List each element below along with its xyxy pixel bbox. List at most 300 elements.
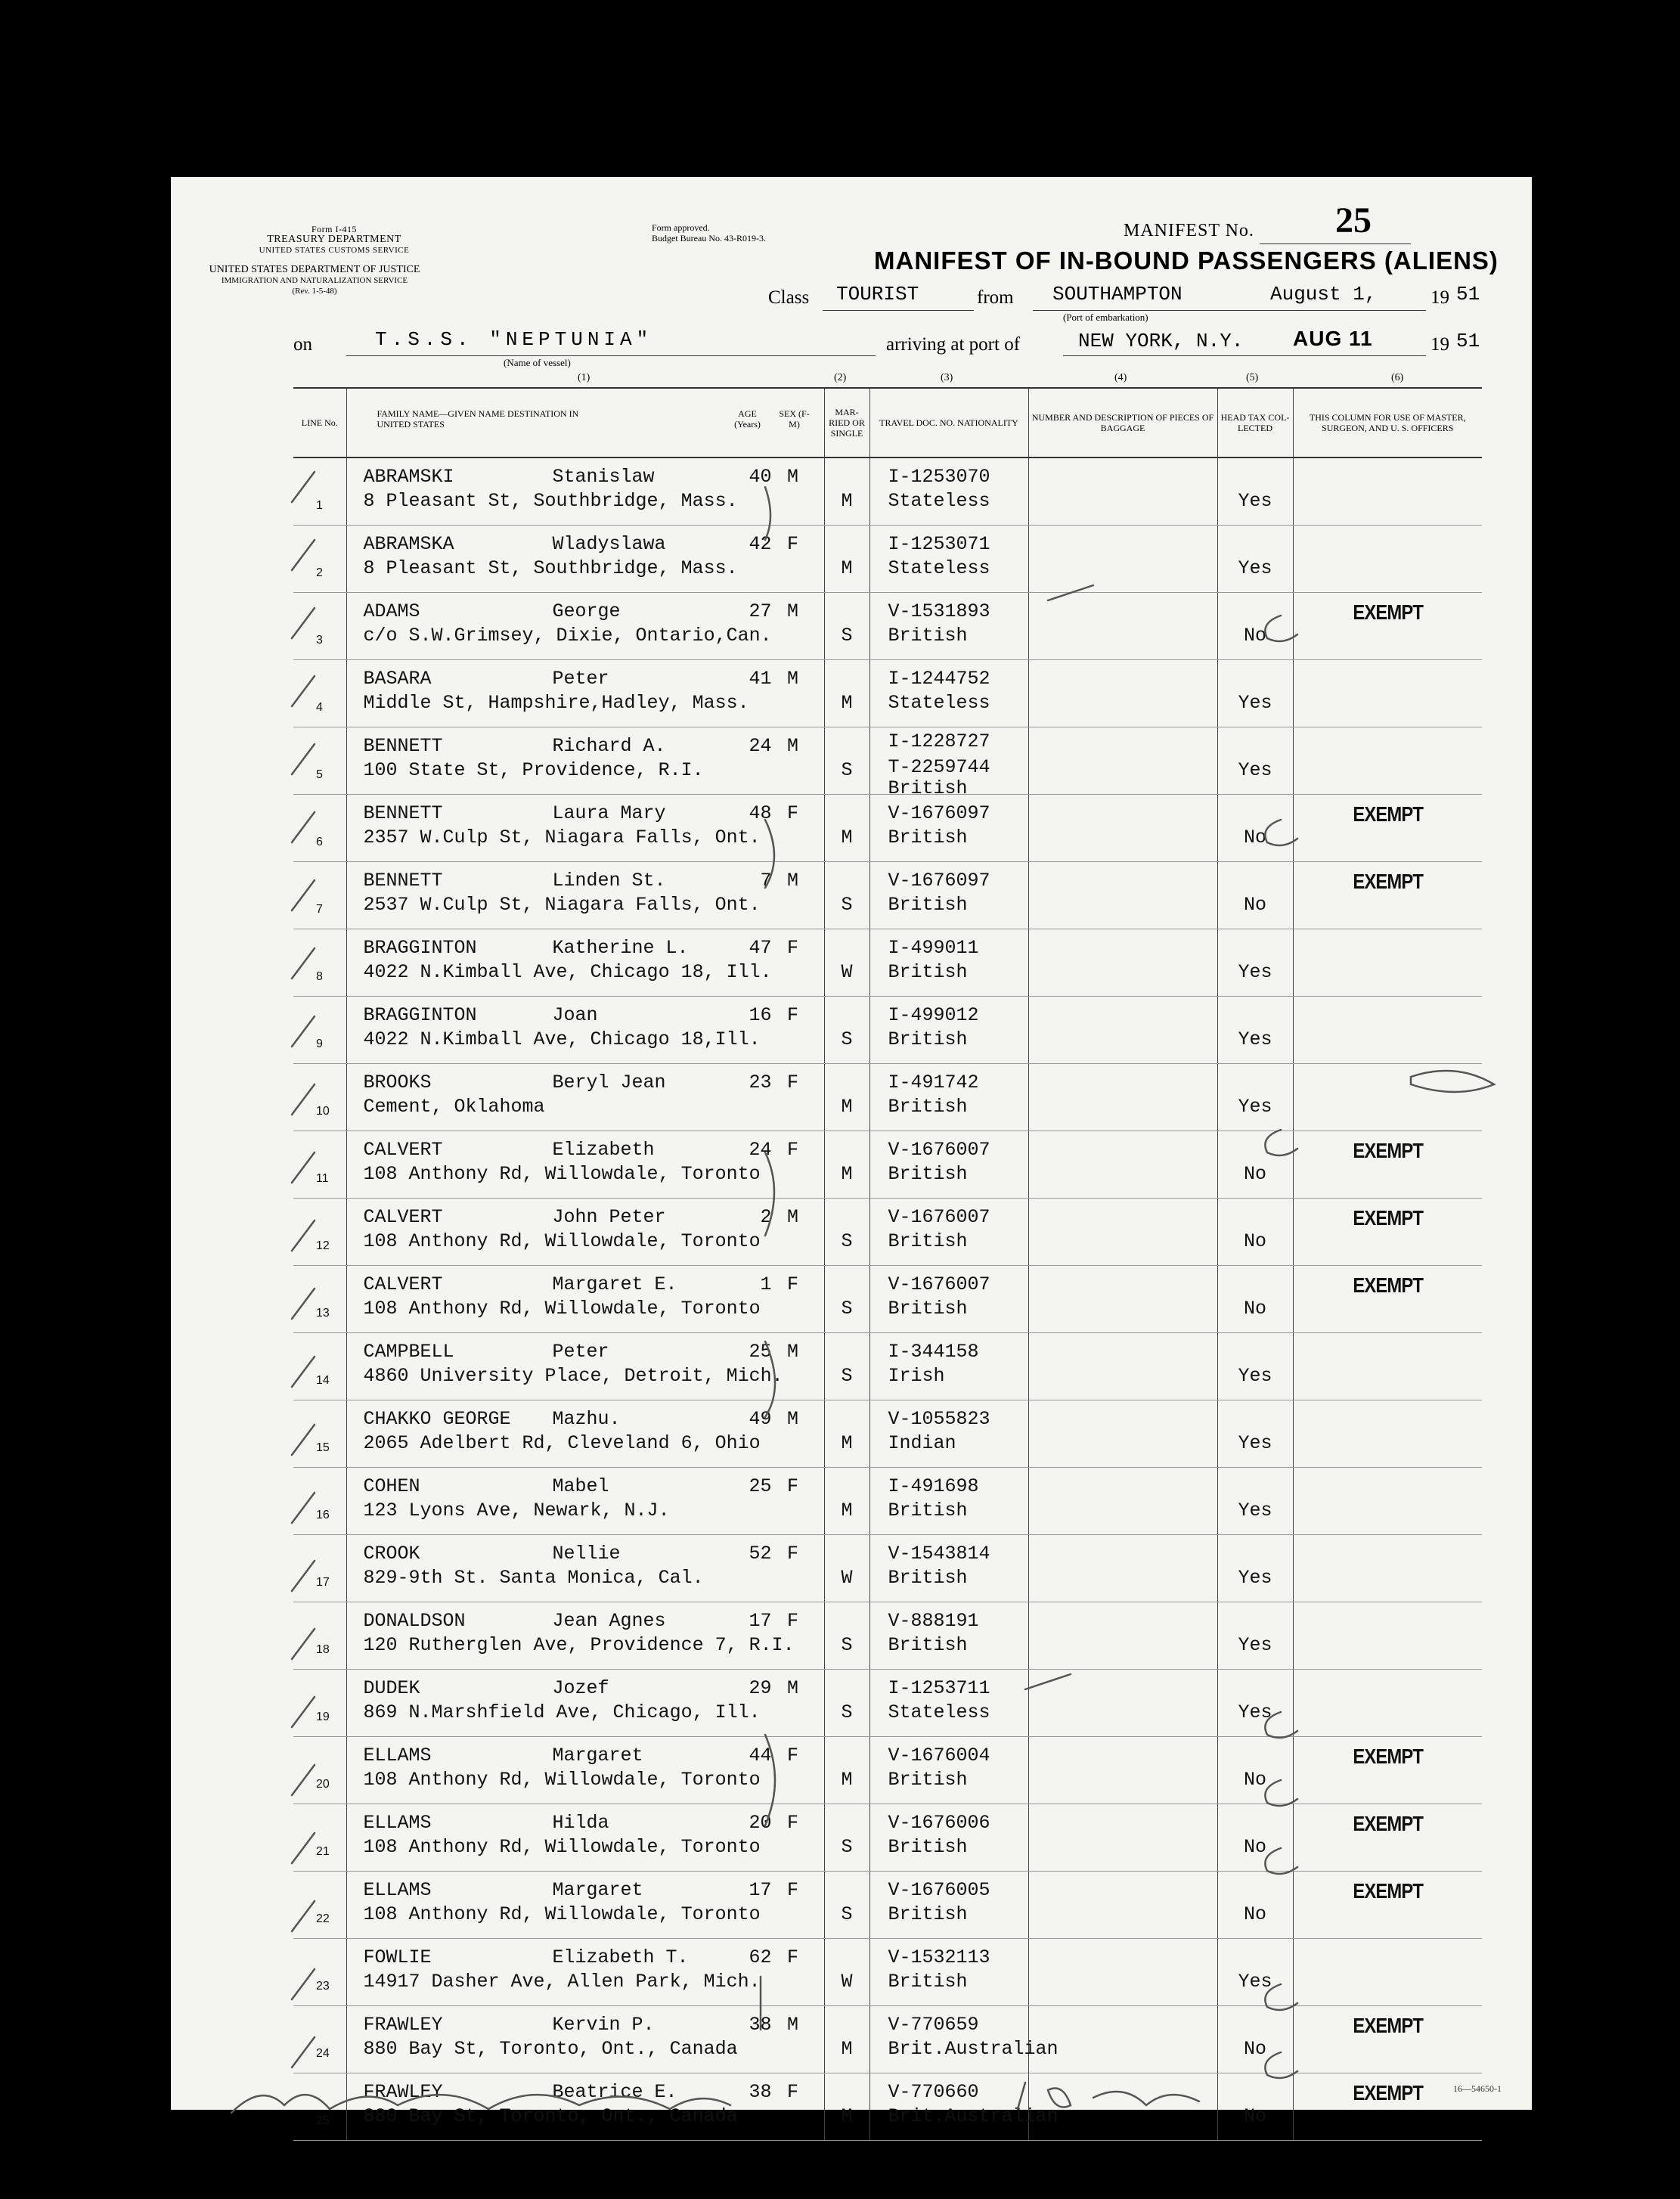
- table-row: [293, 457, 1482, 525]
- marital-cell: [824, 592, 869, 659]
- travel-cell: [869, 1063, 1028, 1131]
- header-travel: TRAVEL DOC. NO. NATIONALITY: [869, 388, 1028, 457]
- marital-cell: [824, 1063, 869, 1131]
- line-number-cell: [293, 1871, 346, 1938]
- travel-doc: V-1055823: [888, 1407, 990, 1430]
- header-headtax: HEAD TAX COL-LECTED: [1217, 388, 1293, 457]
- age: 62: [749, 1946, 772, 1968]
- nationality: Stateless: [888, 691, 990, 714]
- line-number-cell: [293, 592, 346, 659]
- travel-doc: V-1676006: [888, 1811, 990, 1834]
- sex: F: [786, 1946, 798, 1968]
- vessel-caption: (Name of vessel): [504, 357, 571, 368]
- head-tax: Yes: [1238, 960, 1272, 983]
- port-underline: [1063, 355, 1426, 356]
- travel-cell: [869, 659, 1028, 727]
- nationality: British: [888, 826, 968, 848]
- given-name: Beryl Jean: [552, 1071, 666, 1093]
- marital-cell: [824, 1265, 869, 1332]
- name-cell: [346, 1131, 824, 1198]
- family-name: ADAMS: [363, 600, 420, 622]
- treasury-label: TREASURY DEPARTMENT: [267, 234, 401, 245]
- headtax-cell: [1217, 1669, 1293, 1736]
- marital-status: S: [841, 1028, 853, 1050]
- line-number-cell: [293, 929, 346, 996]
- line-number: 14: [316, 1373, 330, 1387]
- column-number: (2): [834, 372, 847, 383]
- baggage-cell: [1028, 996, 1217, 1063]
- headtax-cell: [1217, 1602, 1293, 1669]
- line-number-cell: [293, 996, 346, 1063]
- on-label: on: [293, 334, 312, 355]
- nationality: British: [888, 1768, 968, 1791]
- headtax-cell: [1217, 1467, 1293, 1534]
- marital-status: M: [841, 2104, 853, 2127]
- column-number: (3): [941, 372, 953, 383]
- travel-cell: [869, 1467, 1028, 1534]
- nationality: British: [888, 1230, 968, 1252]
- table-row: [293, 1871, 1482, 1938]
- name-cell: [346, 457, 824, 525]
- from-underline: [1033, 310, 1263, 311]
- marital-cell: [824, 1871, 869, 1938]
- marital-status: S: [841, 624, 853, 647]
- officer-note: EXEMPT: [1352, 2080, 1423, 2104]
- marital-status: M: [841, 557, 853, 579]
- table-row: [293, 1602, 1482, 1669]
- destination: 880 Bay St, Toronto, Ont., Canada: [363, 2037, 738, 2060]
- officer-note: EXEMPT: [1352, 600, 1423, 624]
- given-name: Mazhu.: [552, 1407, 621, 1430]
- head-tax: Yes: [1238, 1364, 1272, 1387]
- marital-cell: [824, 2073, 869, 2140]
- name-cell: [346, 861, 824, 929]
- sex: F: [786, 1003, 798, 1026]
- headtax-cell: [1217, 1332, 1293, 1400]
- officer-cell: [1293, 1467, 1482, 1534]
- table-row: [293, 1332, 1482, 1400]
- headtax-cell: [1217, 592, 1293, 659]
- name-cell: [346, 2073, 824, 2140]
- line-number: 23: [316, 1979, 330, 1993]
- head-tax: No: [1243, 1297, 1266, 1320]
- head-tax: No: [1243, 1768, 1266, 1791]
- officer-cell: [1293, 2005, 1482, 2073]
- approval-line-1: Form approved.: [652, 222, 710, 233]
- nationality: British: [888, 1297, 968, 1320]
- manifest-label: MANIFEST No.: [1124, 221, 1254, 240]
- marital-status: M: [841, 2037, 853, 2060]
- age: 52: [749, 1542, 772, 1565]
- officer-cell: [1293, 996, 1482, 1063]
- officer-cell: [1293, 1400, 1482, 1467]
- head-tax: Yes: [1238, 490, 1272, 512]
- travel-cell: [869, 1534, 1028, 1602]
- name-cell: [346, 1063, 824, 1131]
- table-row: [293, 1736, 1482, 1804]
- departure-date: August 1,: [1270, 283, 1377, 306]
- baggage-cell: [1028, 592, 1217, 659]
- travel-cell: [869, 1669, 1028, 1736]
- arrival-year-suffix: 51: [1456, 330, 1480, 352]
- travel-doc: V-1532113: [888, 1946, 990, 1968]
- headtax-cell: [1217, 1265, 1293, 1332]
- column-number: (4): [1114, 372, 1127, 383]
- age: 25: [749, 1340, 772, 1363]
- travel-doc: V-1676097: [888, 802, 990, 824]
- travel-doc: V-1676007: [888, 1138, 990, 1161]
- age: 42: [749, 532, 772, 555]
- age: 27: [749, 600, 772, 622]
- column-number: (1): [578, 372, 590, 383]
- travel-doc: V-1543814: [888, 1542, 990, 1565]
- header-officers: THIS COLUMN FOR USE OF MASTER, SURGEON, AND U. S. OFFICERS: [1293, 388, 1482, 457]
- line-number: 15: [316, 1441, 330, 1454]
- travel-cell: [869, 592, 1028, 659]
- sex: M: [786, 1676, 798, 1699]
- given-name: Margaret: [552, 1744, 643, 1766]
- travel-doc: I-1244752: [888, 667, 990, 690]
- headtax-cell: [1217, 1400, 1293, 1467]
- baggage-cell: [1028, 525, 1217, 592]
- officer-note: EXEMPT: [1352, 1744, 1423, 1768]
- officer-cell: [1293, 929, 1482, 996]
- marital-status: S: [841, 1633, 853, 1656]
- marital-status: S: [841, 1701, 853, 1723]
- header-baggage: NUMBER AND DESCRIPTION OF PIECES OF BAGGAGE: [1028, 388, 1217, 457]
- name-cell: [346, 929, 824, 996]
- head-tax: Yes: [1238, 691, 1272, 714]
- family-name: COHEN: [363, 1475, 420, 1497]
- sex: F: [786, 1811, 798, 1834]
- sex: F: [786, 1609, 798, 1632]
- family-name: BENNETT: [363, 802, 443, 824]
- header-age-label: AGE (Years): [734, 408, 761, 430]
- age: 49: [749, 1407, 772, 1430]
- travel-doc: I-1228727: [888, 730, 990, 752]
- given-name: Kervin P.: [552, 2013, 655, 2036]
- head-tax: No: [1243, 2037, 1266, 2060]
- name-cell: [346, 1332, 824, 1400]
- travel-cell: [869, 457, 1028, 525]
- travel-doc: V-1676007: [888, 1273, 990, 1295]
- line-number: 6: [316, 835, 323, 848]
- family-name: BENNETT: [363, 734, 443, 757]
- baggage-cell: [1028, 1534, 1217, 1602]
- column-number: (5): [1246, 372, 1259, 383]
- name-cell: [346, 2005, 824, 2073]
- line-number: 22: [316, 1912, 330, 1925]
- baggage-cell: [1028, 1736, 1217, 1804]
- nationality: British: [888, 1566, 968, 1589]
- line-number-cell: [293, 457, 346, 525]
- head-tax: No: [1243, 624, 1266, 647]
- sex: F: [786, 1071, 798, 1093]
- line-number-cell: [293, 1938, 346, 2005]
- table-row: [293, 794, 1482, 861]
- line-number-cell: [293, 1332, 346, 1400]
- head-tax: Yes: [1238, 1431, 1272, 1454]
- marital-cell: [824, 525, 869, 592]
- manifest-title: MANIFEST OF IN-BOUND PASSENGERS (ALIENS): [874, 247, 1499, 274]
- line-number: 13: [316, 1306, 330, 1320]
- travel-doc: I-1253070: [888, 466, 990, 488]
- head-tax: No: [1243, 1903, 1266, 1925]
- nationality: British: [888, 1903, 968, 1925]
- destination: Middle St, Hampshire,Hadley, Mass.: [363, 691, 749, 714]
- destination: 8 Pleasant St, Southbridge, Mass.: [363, 557, 738, 579]
- rev-label: (Rev. 1-5-48): [292, 287, 337, 296]
- head-tax: Yes: [1238, 1970, 1272, 1993]
- travel-cell: [869, 2005, 1059, 2073]
- head-tax: No: [1243, 826, 1266, 848]
- date-underline: [1260, 310, 1426, 311]
- travel-doc-secondary: T-2259744: [888, 755, 990, 778]
- officer-cell: [1293, 1534, 1482, 1602]
- line-number-cell: [293, 1063, 346, 1131]
- travel-doc: I-499012: [888, 1003, 979, 1026]
- officer-cell: [1293, 1198, 1482, 1265]
- approval-line-2: Budget Bureau No. 43-R019-3.: [652, 233, 766, 243]
- age: 47: [749, 936, 772, 959]
- marital-status: M: [841, 1095, 853, 1118]
- marital-cell: [824, 659, 869, 727]
- sex: F: [786, 936, 798, 959]
- nationality: British: [888, 1835, 968, 1858]
- officer-cell: [1293, 659, 1482, 727]
- family-name: CALVERT: [363, 1273, 443, 1295]
- year-prefix: 19: [1430, 287, 1449, 308]
- headtax-cell: [1217, 861, 1293, 929]
- arrival-year-prefix: 19: [1430, 334, 1449, 355]
- travel-cell: [869, 727, 1028, 799]
- class-label: Class: [768, 287, 810, 308]
- baggage-cell: [1028, 457, 1217, 525]
- destination: 14917 Dasher Ave, Allen Park, Mich.: [363, 1970, 761, 1993]
- given-name: Katherine L.: [552, 936, 689, 959]
- officer-cell: [1293, 1736, 1482, 1804]
- line-number: 9: [316, 1037, 323, 1050]
- given-name: Stanislaw: [552, 466, 655, 488]
- age: 41: [749, 667, 772, 690]
- column-number: (6): [1391, 372, 1404, 383]
- baggage-cell: [1028, 794, 1217, 861]
- line-number: 10: [316, 1104, 330, 1118]
- family-name: CROOK: [363, 1542, 420, 1565]
- travel-cell: [869, 2073, 1059, 2140]
- line-number-cell: [293, 794, 346, 861]
- name-cell: [346, 996, 824, 1063]
- marital-cell: [824, 727, 869, 794]
- age: 40: [749, 466, 772, 488]
- line-number-cell: [293, 1669, 346, 1736]
- vessel-name: T.S.S. "NEPTUNIA": [375, 328, 653, 351]
- headtax-cell: [1217, 794, 1293, 861]
- line-number: 17: [316, 1575, 330, 1589]
- destination: c/o S.W.Grimsey, Dixie, Ontario,Can.: [363, 624, 772, 647]
- family-name: ELLAMS: [363, 1811, 432, 1834]
- sex: F: [786, 1744, 798, 1766]
- name-cell: [346, 1265, 824, 1332]
- travel-cell: [869, 1131, 1028, 1198]
- marital-cell: [824, 1736, 869, 1804]
- officer-cell: [1293, 592, 1482, 659]
- headtax-cell: [1217, 1063, 1293, 1131]
- marital-cell: [824, 1332, 869, 1400]
- travel-doc: I-499011: [888, 936, 979, 959]
- arrival-date-stamp: AUG 11: [1293, 327, 1373, 350]
- officer-note: EXEMPT: [1352, 1138, 1423, 1162]
- marital-cell: [824, 1131, 869, 1198]
- head-tax: No: [1243, 1162, 1266, 1185]
- arriving-label: arriving at port of: [886, 334, 1021, 355]
- family-name: FOWLIE: [363, 1946, 432, 1968]
- vessel-underline: [346, 355, 876, 356]
- line-number-cell: [293, 2073, 346, 2140]
- family-name: BROOKS: [363, 1071, 432, 1093]
- line-number: 3: [316, 633, 323, 647]
- age: 17: [749, 1609, 772, 1632]
- from-value: SOUTHAMPTON: [1052, 283, 1183, 306]
- sex: M: [786, 1340, 798, 1363]
- officer-cell: [1293, 1669, 1482, 1736]
- marital-status: S: [841, 1903, 853, 1925]
- nationality: British: [888, 1028, 968, 1050]
- headtax-cell: [1217, 1938, 1293, 2005]
- marital-cell: [824, 996, 869, 1063]
- given-name: George: [552, 600, 621, 622]
- age: 44: [749, 1744, 772, 1766]
- marital-status: M: [841, 1768, 853, 1791]
- age: 25: [749, 1475, 772, 1497]
- officer-cell: [1293, 1602, 1482, 1669]
- officer-note: EXEMPT: [1352, 2013, 1423, 2037]
- form-info: [221, 224, 448, 256]
- baggage-cell: [1028, 1467, 1217, 1534]
- year-suffix: 51: [1456, 283, 1480, 306]
- name-cell: [346, 727, 824, 794]
- ins-label: IMMIGRATION AND NATURALIZATION SERVICE: [221, 276, 408, 285]
- line-number-cell: [293, 1400, 346, 1467]
- marital-status: S: [841, 1230, 853, 1252]
- table-row: [293, 1669, 1482, 1736]
- marital-status: W: [841, 1970, 853, 1993]
- line-number-cell: [293, 2005, 346, 2073]
- travel-doc: I-344158: [888, 1340, 979, 1363]
- officer-note: EXEMPT: [1352, 1878, 1423, 1903]
- marital-status: S: [841, 1835, 853, 1858]
- travel-doc: V-888191: [888, 1609, 979, 1632]
- travel-doc: V-1531893: [888, 600, 990, 622]
- family-name: CALVERT: [363, 1138, 443, 1161]
- destination: 108 Anthony Rd, Willowdale, Toronto: [363, 1230, 761, 1252]
- line-number-cell: [293, 1198, 346, 1265]
- travel-doc: I-1253711: [888, 1676, 990, 1699]
- travel-cell: [869, 996, 1028, 1063]
- marital-cell: [824, 1669, 869, 1736]
- head-tax: No: [1243, 893, 1266, 916]
- footer-code: 16—54650-1: [1453, 2083, 1502, 2094]
- given-name: Beatrice E.: [552, 2080, 677, 2103]
- travel-cell: [869, 1332, 1028, 1400]
- sex: M: [786, 869, 798, 892]
- headtax-cell: [1217, 929, 1293, 996]
- sex: M: [786, 1205, 798, 1228]
- age: 20: [749, 1811, 772, 1834]
- head-tax: Yes: [1238, 758, 1272, 781]
- table-row: [293, 727, 1482, 794]
- age: 48: [749, 802, 772, 824]
- line-number: 25: [316, 2114, 330, 2127]
- age: 16: [749, 1003, 772, 1026]
- baggage-cell: [1028, 727, 1217, 794]
- destination: Cement, Oklahoma: [363, 1095, 545, 1118]
- table-header-row: [293, 388, 1482, 457]
- table-row: [293, 1131, 1482, 1198]
- line-number-cell: [293, 1534, 346, 1602]
- name-cell: [346, 1467, 824, 1534]
- name-cell: [346, 1602, 824, 1669]
- baggage-cell: [1028, 659, 1217, 727]
- travel-doc: I-1253071: [888, 532, 990, 555]
- family-name: ELLAMS: [363, 1878, 432, 1901]
- line-number: 18: [316, 1642, 330, 1656]
- header-name: [346, 388, 824, 457]
- marital-cell: [824, 2005, 869, 2073]
- given-name: Peter: [552, 667, 609, 690]
- officer-cell: [1293, 525, 1482, 592]
- officer-note: EXEMPT: [1352, 802, 1423, 826]
- baggage-cell: [1028, 1198, 1217, 1265]
- name-cell: [346, 659, 824, 727]
- marital-status: M: [841, 1499, 853, 1521]
- marital-cell: [824, 794, 869, 861]
- travel-doc: I-491698: [888, 1475, 979, 1497]
- family-name: BENNETT: [363, 869, 443, 892]
- destination: 4860 University Place, Detroit, Mich.: [363, 1364, 783, 1387]
- line-number-cell: [293, 659, 346, 727]
- column-numbers: [171, 372, 1532, 389]
- line-number: 1: [316, 499, 323, 512]
- travel-cell: [869, 1265, 1028, 1332]
- nationality: Brit.Australian: [888, 2037, 1059, 2060]
- family-name: BRAGGINTON: [363, 1003, 477, 1026]
- destination: 8 Pleasant St, Southbridge, Mass.: [363, 490, 738, 512]
- head-tax: No: [1243, 1230, 1266, 1252]
- sex: F: [786, 1273, 798, 1295]
- officer-cell: [1293, 1938, 1482, 2005]
- head-tax: Yes: [1238, 557, 1272, 579]
- sex: F: [786, 1878, 798, 1901]
- travel-doc: V-1676097: [888, 869, 990, 892]
- destination: 2357 W.Culp St, Niagara Falls, Ont.: [363, 826, 761, 848]
- given-name: Linden St.: [552, 869, 666, 892]
- marital-status: S: [841, 1297, 853, 1320]
- destination: 120 Rutherglen Ave, Providence 7, R.I.: [363, 1633, 795, 1656]
- marital-status: M: [841, 1162, 853, 1185]
- nationality: British: [888, 1162, 968, 1185]
- travel-cell: [869, 1400, 1028, 1467]
- nationality: British: [888, 1970, 968, 1993]
- nationality: Stateless: [888, 490, 990, 512]
- table-row: [293, 996, 1482, 1063]
- destination: 108 Anthony Rd, Willowdale, Toronto: [363, 1835, 761, 1858]
- nationality: British: [888, 893, 968, 916]
- baggage-cell: [1028, 1131, 1217, 1198]
- head-tax: Yes: [1238, 1633, 1272, 1656]
- destination: 108 Anthony Rd, Willowdale, Toronto: [363, 1162, 761, 1185]
- headtax-cell: [1217, 1804, 1293, 1871]
